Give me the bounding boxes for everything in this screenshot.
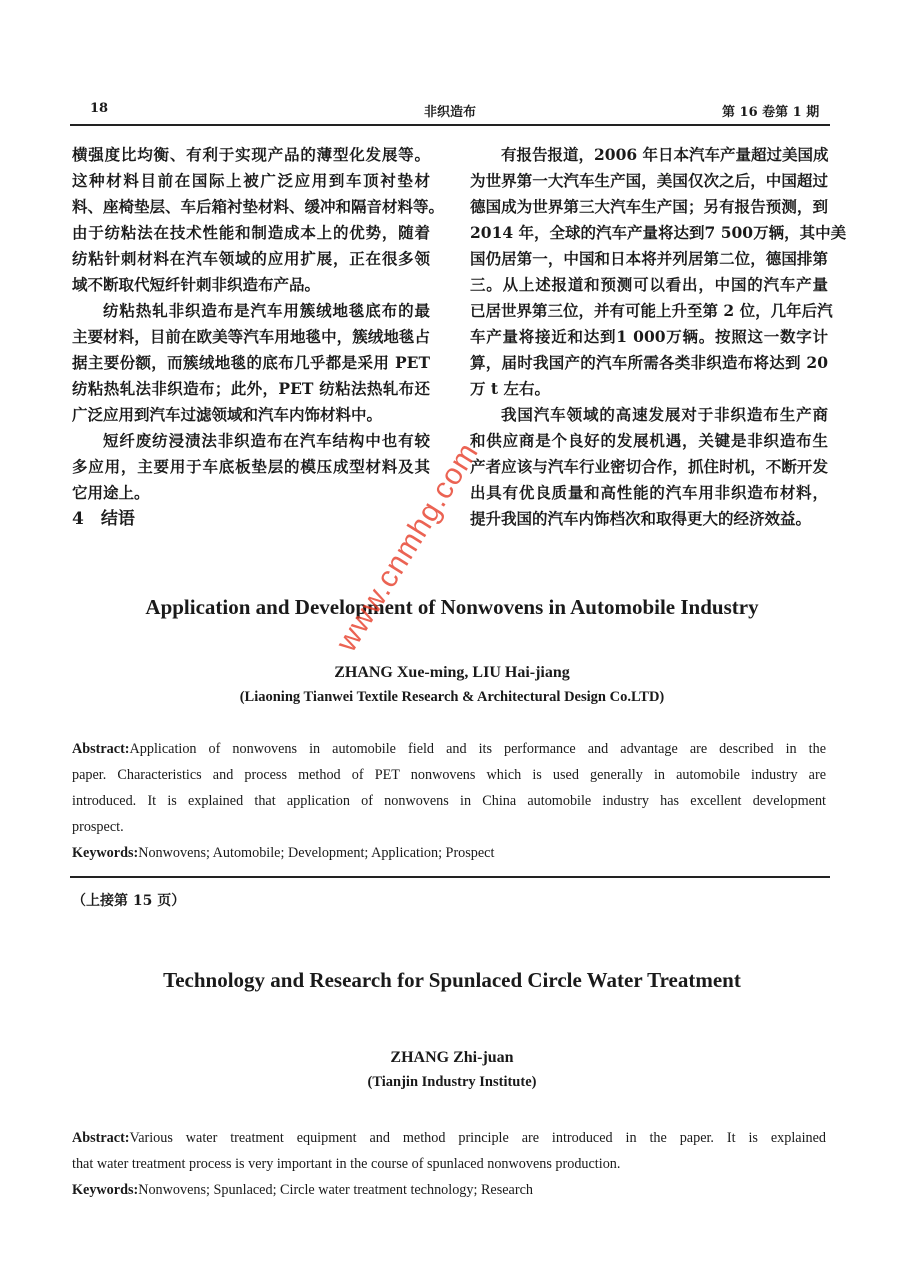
abstract-text: paper. Characteristics and process method of PET nonwovens which is used generally in automobile industry are (72, 767, 826, 783)
text-line: 有报告报道，2006 年日本汽车产量超过美国成 (501, 145, 829, 164)
article2-title: Technology and Research for Spunlaced Circle Water Treatment (163, 968, 741, 992)
text-line: 它用途上。 (72, 483, 150, 502)
text-line: 纺粘热轧法非织造布；此外，PET 纺粘法热轧布还 (72, 379, 430, 398)
abstract-label: Abstract: (72, 1130, 130, 1146)
keywords-line (72, 840, 826, 866)
text-line: 和供应商是个良好的发展机遇，关键是非织造布生 (470, 431, 828, 450)
text-line: 产者应该与汽车行业密切合作，抓住时机，不断开发 (470, 457, 828, 476)
text-line: 车产量将接近和达到1 000万辆。按照这一数字计 (470, 327, 828, 346)
issue-label: 第 16 卷第 1 期 (722, 105, 820, 120)
keywords-text: Nonwovens; Spunlaced; Circle water treatment technology; Research (138, 1182, 533, 1198)
text-line: 算，届时我国产的汽车所需各类非织造布将达到 20 (470, 353, 828, 372)
text-line: 为世界第一大汽车生产国，美国仅次之后，中国超过 (470, 171, 828, 190)
text-line: 出具有优良质量和高性能的汽车用非织造布材料， (470, 483, 828, 502)
page-number: 18 (90, 101, 109, 116)
keywords-text: Nonwovens; Automobile; Development; Application; Prospect (138, 845, 495, 861)
text-line: 万 t 左右。 (470, 379, 550, 398)
text-line: 料、座椅垫层、车后箱衬垫材料、缓冲和隔音材料等。 (72, 197, 445, 216)
text-line: 广泛应用到汽车过滤领域和汽车内饰材料中。 (72, 405, 383, 424)
keywords-line (72, 1177, 826, 1203)
abstract-line (72, 736, 826, 762)
article-authors: ZHANG Xue-ming, LIU Hai-jiang (334, 664, 570, 681)
text-line: 纺粘热轧非织造布是汽车用簇绒地毯底布的最 (103, 301, 430, 320)
abstract-line (72, 1151, 826, 1177)
text-line: 已居世界第三位，并有可能上升至第 2 位，几年后汽 (470, 301, 833, 320)
article2-affiliation: (Tianjin Industry Institute) (367, 1074, 537, 1090)
text-line: 主要材料，目前在欧美等汽车用地毯中，簇绒地毯占 (72, 327, 430, 346)
article-title: Application and Development of Nonwovens in Automobile Industry (145, 595, 759, 619)
watermark: www.cnmhg.com (330, 436, 486, 658)
text-line: 短纤废纺浸渍法非织造布在汽车结构中也有较 (103, 431, 430, 450)
text-line: 国仍居第一，中国和日本将并列居第二位，德国排第 (470, 249, 828, 268)
keywords-label: Keywords: (72, 1182, 139, 1198)
abstract-line (72, 814, 826, 840)
keywords-label: Keywords: (72, 845, 139, 861)
text-line: 2014 年，全球的汽车产量将达到7 500万辆，其中美 (470, 223, 847, 242)
abstract-text: introduced. It is explained that application of nonwovens in China automobile industry has excellent development (72, 793, 826, 809)
right-column (470, 142, 847, 532)
abstract-text: Various water treatment equipment and method principle are introduced in the paper. It is explained (129, 1130, 826, 1146)
section-divider (70, 876, 830, 878)
text-line: 三。从上述报道和预测可以看出，中国的汽车产量 (470, 275, 828, 294)
text-line: 提升我国的汽车内饰档次和取得更大的经济效益。 (470, 509, 812, 528)
article-affiliation: (Liaoning Tianwei Textile Research & Architectural Design Co.LTD) (239, 689, 665, 705)
text-line: 这种材料目前在国际上被广泛应用到车顶衬垫材 (72, 171, 430, 190)
article2-authors: ZHANG Zhi-juan (390, 1049, 514, 1066)
abstract-label: Abstract: (72, 741, 130, 757)
section-heading: 4 结语 (72, 509, 135, 529)
text-line: 域不断取代短纤针刺非织造布产品。 (72, 275, 321, 294)
text-line: 德国成为世界第三大汽车生产国；另有报告预测，到 (470, 197, 828, 216)
continued-note: （上接第 15 页） (72, 893, 186, 909)
text-line: 横强度比均衡、有利于实现产品的薄型化发展等。 (72, 145, 430, 164)
abstract-line (72, 788, 826, 814)
abstract-text: that water treatment process is very important in the course of spunlaced nonwovens production. (72, 1156, 621, 1172)
journal-name: 非织造布 (424, 105, 477, 120)
abstract-text: Application of nonwovens in automobile field and its performance and advantage are described in the (129, 741, 826, 757)
text-line: 我国汽车领域的高速发展对于非织造布生产商 (501, 405, 828, 424)
article-abstract (72, 736, 826, 866)
article2-abstract (72, 1125, 826, 1203)
abstract-line (72, 762, 826, 788)
abstract-text: prospect. (72, 819, 124, 835)
text-line: 据主要份额，而簇绒地毯的底布几乎都是采用 PET (72, 353, 430, 372)
text-line: 多应用，主要用于车底板垫层的模压成型材料及其 (72, 457, 430, 476)
abstract-line (72, 1125, 826, 1151)
left-column (72, 142, 445, 532)
text-line: 纺粘针刺材料在汽车领域的应用扩展，正在很多领 (72, 249, 430, 268)
header-rule (70, 124, 830, 126)
text-line: 由于纺粘法在技术性能和制造成本上的优势，随着 (72, 223, 430, 242)
